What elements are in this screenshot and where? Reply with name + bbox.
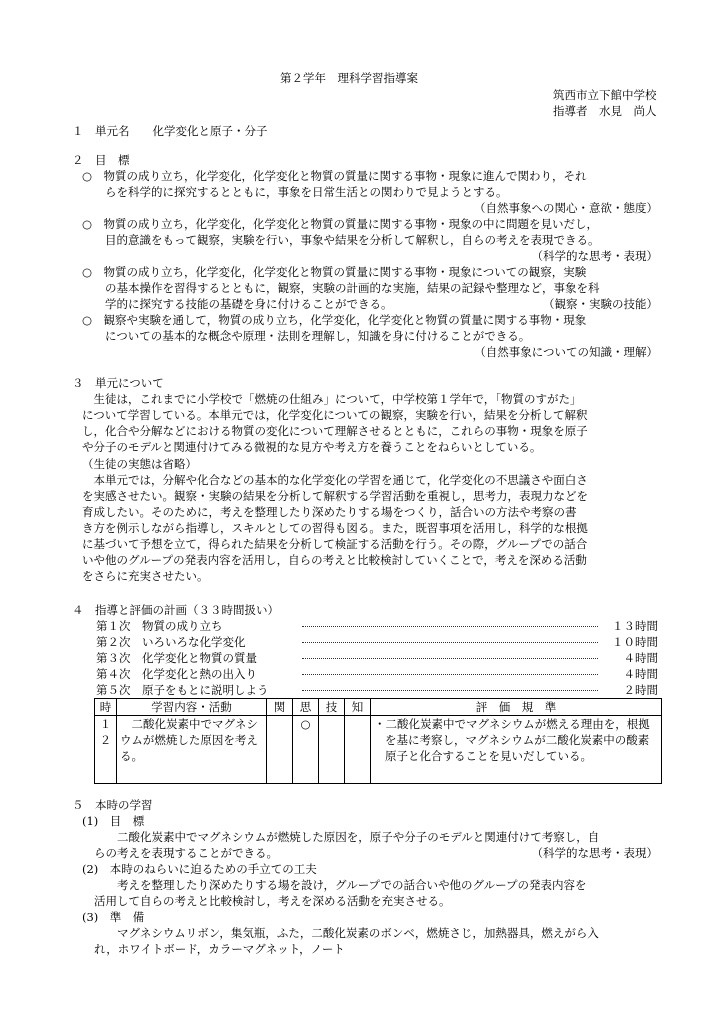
goal-3-tag: （観察・実験の技能） bbox=[543, 297, 658, 311]
sub-1-heading: (1) 目 標 bbox=[82, 814, 145, 828]
para-line: をさらに充実させたい。 bbox=[82, 569, 209, 583]
plan-leader bbox=[302, 690, 598, 691]
para-line: に基づいて予想を立て，得られた結果を分析して検証する活動を行う。その際，グループでの話合 bbox=[82, 537, 588, 551]
para-line: 生徒は，これまでに小学校で「燃焼の仕組み」について，中学校第１学年で，「物質のすがた」 bbox=[82, 392, 582, 406]
document-title: 第２学年 理科学習指導案 bbox=[280, 71, 418, 85]
sub-3-line: マグネシウムリボン，集気瓶，ふた，二酸化炭素のボンベ，燃焼さじ，加熱器具，燃えがら入 bbox=[94, 926, 599, 940]
plan-leader bbox=[302, 674, 598, 675]
cell-content: 二酸化炭素中でマグネシウムが燃焼した原因を考える。 bbox=[117, 716, 267, 784]
plan-label: 第１次 物質の成り立ち bbox=[96, 619, 223, 633]
para-line: や分子のモデルと関連付けてみる微視的な見方や考え方を養うことをねらいとしている。 bbox=[82, 440, 542, 454]
section-4-heading: ４ 指導と評価の計画（３３時間扱い） bbox=[72, 603, 279, 617]
col-header-criteria: 評 価 規 準 bbox=[371, 699, 662, 716]
goal-3-line: の基本操作を習得するとともに，観察，実験の計画的な実施，結果の記録や整理など，事象を科 bbox=[82, 281, 600, 295]
goal-4-line: ○ 観察や実験を通して，物質の成り立ち，化学変化，化学変化と物質の質量に関する事物・現象 bbox=[82, 313, 587, 327]
plan-hours: １０時間 bbox=[612, 635, 658, 649]
para-line: 本単元では，分解や化合などの基本的な化学変化の学習を通じて，化学変化の不思議さや面白さ bbox=[82, 473, 588, 487]
plan-label: 第５次 原子をもとに説明しよう bbox=[96, 683, 269, 697]
plan-label: 第４次 化学変化と熱の出入り bbox=[96, 667, 257, 681]
goal-4-line: についての基本的な概念や原理・法則を理解し，知識を身に付けることができる。 bbox=[82, 329, 531, 343]
sub-1-line: らの考えを表現することができる。 bbox=[94, 846, 278, 860]
sub-1-line: 二酸化炭素中でマグネシウムが燃焼した原因を，原子や分子のモデルと関連付けて考察し，自 bbox=[94, 830, 600, 844]
plan-hours: ２時間 bbox=[623, 683, 658, 697]
col-header-gi: 技 bbox=[319, 699, 345, 716]
table-row bbox=[95, 716, 662, 784]
cell-time: １ ２ bbox=[95, 716, 117, 784]
cell-shi: ○ bbox=[293, 716, 319, 784]
cell-gi bbox=[319, 716, 345, 784]
sub-1-tag: （科学的な思考・表現） bbox=[531, 846, 658, 860]
goal-4-tag: （自然事象についての知識・理解） bbox=[474, 345, 658, 359]
para-line: を実感させたい。観察・実験の結果を分析して解釈する学習活動を重視し，思考力，表現力などを bbox=[82, 489, 588, 503]
section-1-heading: １ 単元名 化学変化と原子・分子 bbox=[72, 124, 268, 138]
para-line: いや他のグループの発表内容を活用し，自らの考えと比較検討していくことで，考えを深める活動 bbox=[82, 553, 587, 567]
goal-2-tag: （科学的な思考・表現） bbox=[531, 249, 658, 263]
sub-2-line: 活用して自らの考えと比較検討し，考えを深める活動を充実させる。 bbox=[94, 894, 451, 908]
goal-2-line: ○ 物質の成り立ち，化学変化，化学変化と物質の質量に関する事物・現象の中に問題を見いだし， bbox=[82, 217, 599, 231]
goal-3-line: 学的に探究する技能の基礎を身に付けることができる。 bbox=[82, 297, 393, 311]
plan-hours: １３時間 bbox=[612, 619, 658, 633]
student-note: （生徒の実態は省略） bbox=[82, 457, 197, 471]
plan-label: 第３次 化学変化と物質の質量 bbox=[96, 651, 257, 665]
cell-chi bbox=[345, 716, 371, 784]
plan-label: 第２次 いろいろな化学変化 bbox=[96, 635, 246, 649]
sub-2-heading: (2) 本時のねらいに迫るための手立ての工夫 bbox=[82, 862, 317, 876]
section-2-heading: ２ 目 標 bbox=[72, 153, 130, 167]
section-3-heading: ３ 単元について bbox=[72, 376, 164, 390]
plan-leader bbox=[302, 642, 598, 643]
plan-leader bbox=[302, 658, 598, 659]
goal-3-line: ○ 物質の成り立ち，化学変化，化学変化と物質の質量に関する事物・現象についての観察，実験 bbox=[82, 265, 587, 279]
plan-leader bbox=[302, 626, 598, 627]
col-header-content: 学習内容・活動 bbox=[117, 699, 267, 716]
para-line: し，化合や分解などにおける物質の変化について理解させるとともに，これらの事物・現象を原子 bbox=[82, 424, 588, 438]
col-header-chi: 知 bbox=[345, 699, 371, 716]
sub-2-line: 考えを整理したり深めたりする場を設け，グループでの話合いや他のグループの発表内容を bbox=[94, 878, 587, 892]
goal-2-line: 目的意識をもって観察，実験を行い，事象や結果を分析して解釈し，自らの考えを表現できる。 bbox=[82, 233, 600, 247]
section-5-heading: ５ 本時の学習 bbox=[72, 798, 153, 812]
teacher-name: 指導者 水見 尚人 bbox=[553, 104, 657, 118]
col-header-time: 時 bbox=[95, 699, 117, 716]
cell-kan bbox=[267, 716, 293, 784]
plan-hours: ４時間 bbox=[623, 651, 658, 665]
sub-3-heading: (3) 準 備 bbox=[82, 910, 145, 924]
sub-3-line: れ，ホワイトボード，カラーマグネット，ノート bbox=[94, 942, 345, 956]
para-line: について学習している。本単元では，化学変化についての観察，実験を行い，結果を分析して解釈 bbox=[82, 408, 588, 422]
goal-1-tag: （自然事象への関心・意欲・態度） bbox=[474, 201, 658, 215]
col-header-kan: 関 bbox=[267, 699, 293, 716]
evaluation-table bbox=[94, 698, 662, 784]
para-line: き方を例示しながら指導し，スキルとしての習得も図る。また，既習事項を活用し，科学的な根拠 bbox=[82, 521, 588, 535]
table-header-row bbox=[95, 699, 662, 716]
col-header-shi: 思 bbox=[293, 699, 319, 716]
school-name: 筑西市立下館中学校 bbox=[553, 88, 657, 102]
goal-1-line: ○ 物質の成り立ち，化学変化，化学変化と物質の質量に関する事物・現象に進んで関わり，それ bbox=[82, 169, 587, 183]
goal-1-line: らを科学的に探究するとともに，事象を日常生活との関わりで見ようとする。 bbox=[82, 185, 508, 199]
cell-criteria: ・二酸化炭素中でマグネシウムが燃える理由を，根拠を基に考察し，マグネシウムが二酸化炭素中の酸素原子と化合することを見いだしている。 bbox=[371, 716, 662, 784]
para-line: 育成したい。そのために，考えを整理したり深めたりする場をつくり，話合いの方法や考察の書 bbox=[82, 505, 577, 519]
plan-hours: ４時間 bbox=[623, 667, 658, 681]
